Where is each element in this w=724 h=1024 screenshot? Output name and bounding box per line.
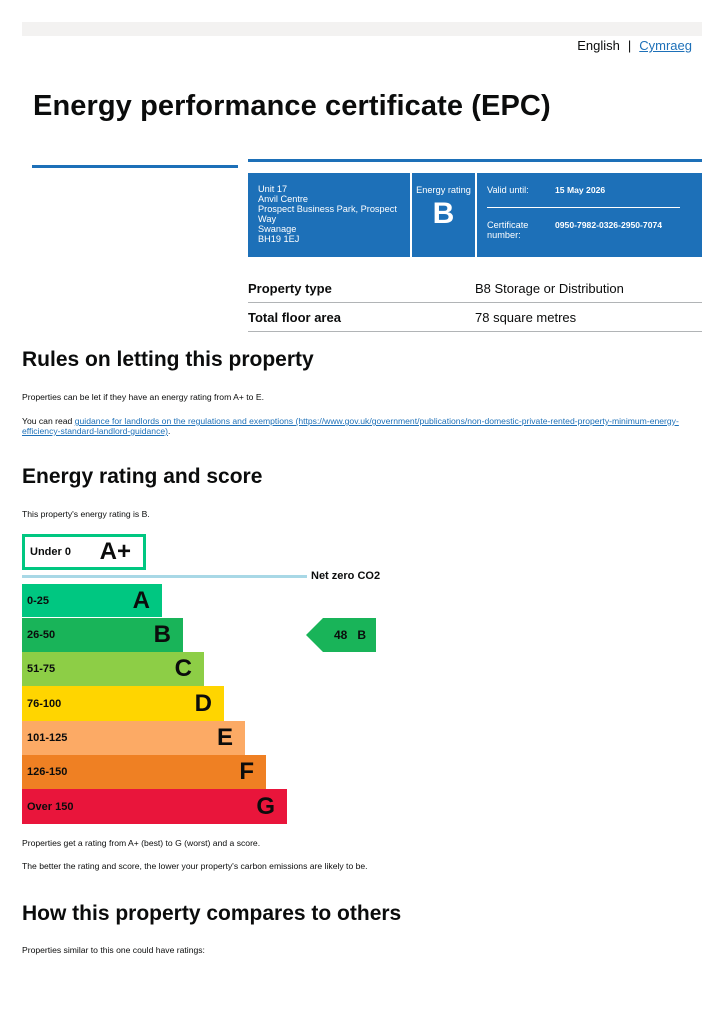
band-letter: A [132, 586, 150, 614]
band-letter: E [216, 724, 233, 751]
rating-band-c [22, 652, 204, 686]
compare-heading: How this property compares to others [22, 902, 402, 925]
valid-until-value: 15 May 2026 [555, 185, 606, 195]
guidance-link[interactable]: guidance for landlords on the regulations and exemptions (https://www.gov.uk/government/publications/non-domestic-private-rented-property-minimum-energy-efficiency-standard-landlord-guidance) [22, 416, 679, 436]
certificate-number-label [487, 220, 555, 240]
title-underline-left [32, 165, 238, 168]
title-underline-right [248, 159, 702, 162]
band-range: 126-150 [27, 766, 68, 778]
address-line: Swanage [258, 224, 297, 234]
band-letter: C [174, 655, 192, 682]
language-cymraeg-link[interactable]: Cymraeg [639, 38, 692, 53]
address-line: Unit 17 [258, 184, 288, 194]
certificate-label-line-2: number: [487, 230, 521, 240]
band-range: Over 150 [27, 800, 74, 813]
top-bar [22, 22, 702, 36]
floor-area-value: 78 square metres [475, 309, 577, 325]
property-details-table [248, 274, 702, 332]
language-english: English [577, 38, 620, 53]
band-range: 26-50 [27, 629, 56, 641]
address-card [248, 173, 410, 257]
language-separator: | [627, 38, 632, 53]
certificate-meta-card [477, 173, 702, 257]
rating-note-1: Properties get a rating from A+ (best) to G (worst) and a score. [22, 838, 261, 848]
rating-band-f [22, 755, 266, 789]
current-rating-text [334, 618, 366, 652]
valid-until-row [487, 185, 692, 195]
band-letter: B [153, 621, 171, 648]
band-range: 101-125 [27, 732, 68, 744]
property-type-value: B8 Storage or Distribution [475, 280, 624, 296]
address-line: Way [258, 214, 277, 224]
energy-rating-intro: This property's energy rating is B. [22, 509, 150, 519]
band-range: 76-100 [27, 697, 62, 710]
rating-band-b [22, 618, 183, 652]
property-type-label: Property type [248, 280, 332, 296]
band-range: 0-25 [27, 594, 50, 607]
compare-intro: Properties similar to this one could have ratings: [22, 945, 205, 955]
address-line: Anvil Centre [258, 194, 309, 204]
rules-guidance-paragraph [22, 416, 702, 436]
energy-rating-label: Energy rating [416, 185, 471, 195]
band-letter: F [239, 758, 254, 785]
band-range: Under 0 [30, 546, 71, 558]
energy-rating-chart [22, 534, 422, 826]
energy-rating-card [412, 173, 475, 257]
guidance-prefix: You can read [22, 416, 75, 426]
rating-band-a [22, 584, 162, 617]
rating-band-e [22, 721, 245, 755]
rating-note-2: The better the rating and score, the lower your property's carbon emissions are likely to be. [22, 861, 368, 871]
rating-band-d [22, 686, 224, 721]
address-line: BH19 1EJ [258, 234, 300, 244]
rules-paragraph: Properties can be let if they have an energy rating from A+ to E. [22, 392, 264, 402]
table-row [248, 303, 702, 332]
energy-rating-value: B [432, 197, 455, 230]
band-letter: D [194, 689, 212, 717]
language-switcher [577, 38, 692, 53]
net-zero-line [22, 575, 307, 578]
current-rating-pointer [306, 618, 376, 652]
rating-band-g [22, 789, 287, 824]
address-line: Prospect Business Park, Prospect [258, 204, 397, 214]
energy-rating-heading: Energy rating and score [22, 465, 263, 488]
page-title: Energy performance certificate (EPC) [33, 90, 551, 122]
band-letter: A+ [99, 538, 131, 565]
band-range: 51-75 [27, 663, 56, 675]
guidance-suffix: . [168, 426, 171, 436]
current-score: 48 [334, 628, 348, 642]
current-letter: B [357, 628, 367, 642]
floor-area-label: Total floor area [248, 309, 341, 325]
valid-until-label: Valid until: [487, 185, 529, 195]
certificate-number-row [487, 220, 692, 240]
net-zero-label: Net zero CO2 [311, 570, 381, 582]
certificate-number-value: 0950-7982-0326-2950-7074 [555, 220, 663, 230]
meta-divider [487, 207, 680, 208]
band-letter: G [256, 792, 275, 820]
certificate-label-line-1: Certificate [487, 220, 529, 230]
table-row [248, 274, 702, 303]
rules-heading: Rules on letting this property [22, 348, 314, 371]
rating-band-a-plus [22, 534, 146, 570]
